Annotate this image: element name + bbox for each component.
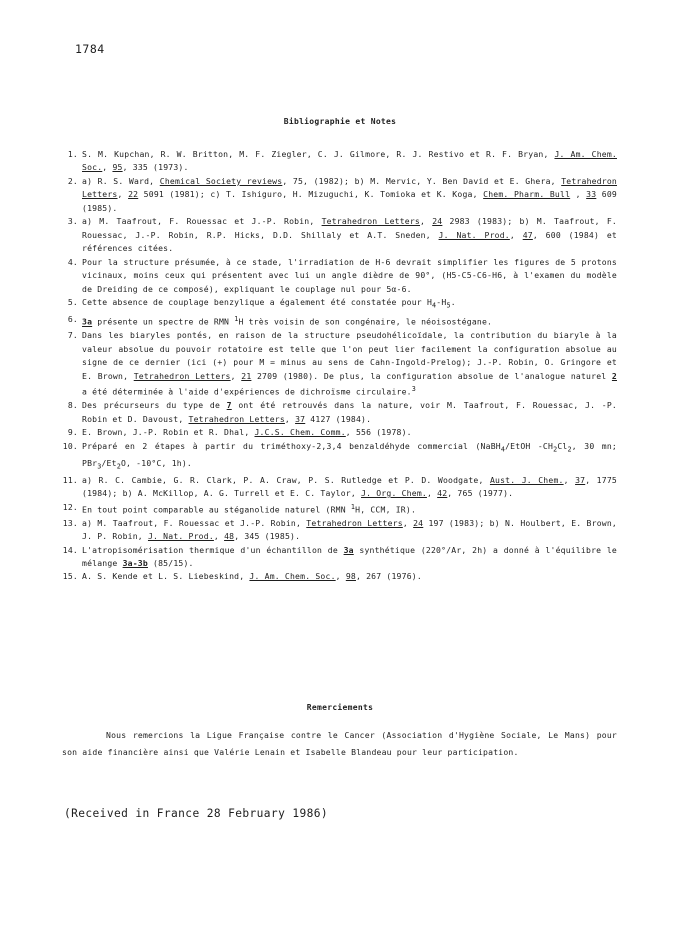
reference-number: 6. bbox=[67, 314, 78, 325]
reference-text: , 345 (1985). bbox=[234, 531, 301, 542]
underlined-citation: 37 bbox=[295, 413, 306, 424]
reference-number: 4. bbox=[67, 256, 78, 267]
underlined-citation: 3a-3b bbox=[122, 558, 148, 569]
reference-text: -H bbox=[436, 296, 447, 307]
reference-text: , bbox=[420, 216, 433, 227]
underlined-citation: J. Nat. Prod. bbox=[438, 229, 510, 240]
reference-text: , 556 (1978). bbox=[345, 427, 412, 438]
underlined-citation: J. Nat. Prod. bbox=[147, 531, 214, 542]
underlined-citation: 33 bbox=[586, 189, 597, 200]
reference-text: Cette absence de couplage benzylique a également été constatée pour H bbox=[82, 296, 433, 307]
underlined-citation: 48 bbox=[224, 531, 235, 542]
reference-text: a) R. S. Ward, bbox=[82, 175, 160, 186]
reference-text: , 75, (1982); b) M. Mervic, Y. Ben David et E. Ghera, bbox=[282, 175, 562, 186]
underlined-citation: 7 bbox=[226, 400, 232, 411]
reference-text: , bbox=[402, 517, 414, 528]
reference-text: Cl bbox=[557, 440, 568, 451]
subscript: 3 bbox=[97, 462, 102, 471]
bibliography-heading: Bibliographie et Notes bbox=[283, 117, 397, 126]
acknowledgements-paragraph: Nous remercions la Ligue Française contre le Cancer (Association d'Hygiène Sociale, Le Mans) pour son aide financière ainsi que Valérie Lenain et Isabelle Blandeau pour leur participation. bbox=[62, 730, 617, 757]
underlined-citation: J. Am. Chem. Soc. bbox=[82, 149, 617, 173]
reference-text: , 1775 (1984); b) A. McKillop, A. G. Turrell et E. C. Taylor, bbox=[82, 474, 617, 499]
reference-text: Pour la structure présumée, à ce stade, l'irradiation de H-6 devrait simplifier les figures de 5 protons vicinaux, moins ceux qui présentent avec lui un angle dièdre de 90°, (H5-C5-C6-H6, à l'examen du modèle de Dreiding de ce composé), expliquant le couplage nul pour 5α-6. bbox=[82, 256, 617, 294]
subscript: 4 bbox=[432, 301, 437, 310]
reference-item bbox=[62, 329, 617, 399]
reference-text: , 30 mn; PBr bbox=[82, 440, 617, 468]
reference-text: , bbox=[426, 488, 438, 499]
reference-text: a) M. Taafrout, F. Rouessac et J.-P. Robin, bbox=[82, 216, 322, 227]
reference-text: , bbox=[563, 474, 576, 485]
reference-item bbox=[62, 474, 617, 501]
underlined-citation: J.C.S. Chem. Comm. bbox=[254, 427, 346, 438]
reference-text: . bbox=[450, 296, 456, 307]
reference-text: (85/15). bbox=[147, 558, 194, 569]
reference-number: 14. bbox=[62, 544, 78, 555]
reference-text: , 600 (1984) et références citées. bbox=[82, 229, 617, 254]
reference-text: 609 (1985). bbox=[82, 189, 617, 213]
reference-number: 12. bbox=[62, 501, 78, 512]
reference-text: , 335 (1973). bbox=[122, 162, 189, 173]
reference-item bbox=[62, 296, 617, 313]
underlined-citation: Tetrahedron Letters bbox=[82, 175, 618, 200]
underlined-citation: 95 bbox=[112, 162, 123, 173]
reference-text: , 267 (1976). bbox=[355, 571, 422, 582]
underlined-citation: J. Am. Chem. Soc. bbox=[249, 571, 336, 582]
subscript: 5 bbox=[446, 301, 451, 310]
reference-number: 3. bbox=[67, 216, 78, 227]
underlined-citation: 47 bbox=[522, 229, 533, 240]
reference-text: Préparé en 2 étapes à partir du triméthoxy-2,3,4 benzaldéhyde commercial (NaBH bbox=[82, 440, 501, 451]
superscript: 3 bbox=[411, 385, 417, 393]
reference-item bbox=[62, 426, 617, 439]
underlined-citation: Chemical Society reviews bbox=[159, 175, 283, 186]
reference-text: H, CCM, IR). bbox=[355, 504, 417, 515]
reference-text: , bbox=[102, 162, 113, 173]
reference-text: a) R. C. Cambie, G. R. Clark, P. A. Craw, P. S. Rutledge et P. D. Woodgate, bbox=[82, 474, 490, 485]
reference-text: O, -10°C, 1h). bbox=[120, 457, 192, 468]
subscript: 4 bbox=[500, 445, 506, 454]
reference-number: 1. bbox=[67, 149, 78, 159]
reference-text: H très voisin de son congénaire, le néoisostégane. bbox=[238, 316, 493, 327]
underlined-citation: Tetrahedron Letters bbox=[321, 216, 421, 227]
reference-item bbox=[62, 399, 617, 426]
reference-item bbox=[62, 517, 617, 544]
reference-text: 2983 (1983); b) M. Taafrout, F. Rouessac, J.-P. Robin, R.P. Hicks, D.D. Shillaly et A.T. Sneden, bbox=[82, 216, 617, 240]
reference-number: 9. bbox=[67, 427, 78, 438]
reference-text: , bbox=[284, 413, 296, 424]
underlined-citation: 24 bbox=[432, 216, 443, 227]
underlined-citation: J. Org. Chem. bbox=[361, 488, 427, 499]
underlined-citation: 3a bbox=[343, 544, 354, 555]
reference-text: Des précurseurs du type de bbox=[82, 400, 227, 411]
reference-text: A. S. Kende et L. S. Liebeskind, bbox=[82, 571, 250, 582]
underlined-citation: 37 bbox=[575, 474, 586, 485]
reference-number: 15. bbox=[62, 571, 78, 582]
reference-text: /Et bbox=[101, 457, 117, 468]
reference-text: , bbox=[230, 370, 242, 381]
underlined-citation: 3a bbox=[82, 316, 93, 327]
reference-item bbox=[62, 544, 617, 571]
reference-number: 11. bbox=[62, 474, 78, 485]
underlined-citation: 2 bbox=[611, 370, 617, 381]
reference-item bbox=[62, 175, 617, 215]
received-date-line: (Received in France 28 February 1986) bbox=[64, 807, 329, 820]
reference-number: 8. bbox=[67, 400, 78, 411]
reference-text: /EtOH -CH bbox=[505, 440, 554, 451]
reference-text: a été déterminée à l'aide d'expériences de dichroïsme circulaire. bbox=[82, 386, 412, 397]
reference-number: 7. bbox=[67, 330, 78, 341]
reference-item bbox=[62, 148, 617, 175]
subscript: 2 bbox=[553, 445, 558, 454]
reference-item bbox=[62, 256, 617, 296]
acknowledgements-heading: Remerciements bbox=[306, 703, 374, 712]
reference-item bbox=[62, 215, 617, 255]
reference-item bbox=[62, 313, 617, 329]
reference-number: 2. bbox=[67, 175, 78, 186]
reference-text: , bbox=[335, 571, 346, 582]
subscript: 2 bbox=[116, 462, 121, 471]
reference-number: 5. bbox=[67, 296, 78, 307]
reference-item bbox=[62, 440, 617, 474]
underlined-citation: 22 bbox=[128, 189, 139, 200]
reference-text: 5091 (1981); c) T. Ishiguro, H. Mizuguchi, K. Tomioka et K. Koga, bbox=[138, 189, 484, 200]
underlined-citation: 42 bbox=[437, 488, 448, 499]
reference-text: présente un spectre de RMN bbox=[92, 316, 235, 327]
page-number: 1784 bbox=[75, 42, 105, 56]
reference-text: S. M. Kupchan, R. W. Britton, M. F. Ziegler, C. J. Gilmore, R. J. Restivo et R. F. Bryan, bbox=[82, 149, 555, 159]
reference-number: 13. bbox=[62, 517, 78, 528]
underlined-citation: Tetrahedron Letters bbox=[306, 517, 403, 528]
underlined-citation: Chem. Pharm. Bull bbox=[483, 189, 571, 200]
reference-text: a) M. Taafrout, F. Rouessac et J.-P. Robin, bbox=[82, 517, 307, 528]
reference-text: ont été retrouvés dans la nature, voir M. Taafrout, F. Rouessac, J. -P. Robin et D. Davoust, bbox=[82, 400, 618, 424]
underlined-citation: 24 bbox=[413, 517, 424, 528]
underlined-citation: 21 bbox=[241, 370, 252, 381]
reference-list bbox=[62, 148, 617, 584]
underlined-citation: Aust. J. Chem. bbox=[489, 474, 564, 485]
reference-item bbox=[62, 570, 617, 583]
reference-text: 2709 (1980). De plus, la configuration absolue de l'analogue naturel bbox=[251, 370, 612, 381]
reference-text: synthétique (220°/Ar, 2h) a donné à l'équilibre le mélange bbox=[82, 544, 618, 569]
reference-text: Dans les biaryles pontés, en raison de la structure pseudohélicoïdale, la contribution du biaryle à la valeur absolue du pouvoir rotatoire est telle que l'on peut lier facilement la configuration absolue au signe de ce dernier (ici (+) pour M = minus au sens de Cahn-Ingold-Prelog); J.-P. Robin, O. Gringore et E. Brown, bbox=[82, 330, 617, 381]
reference-text: , bbox=[509, 229, 523, 240]
reference-text: E. Brown, J.-P. Robin et R. Dhal, bbox=[82, 427, 255, 438]
reference-text: En tout point comparable au stéganolide naturel (RMN bbox=[82, 504, 351, 515]
reference-text: , bbox=[570, 189, 587, 200]
reference-text: , bbox=[213, 531, 225, 542]
reference-text: 197 (1983); b) N. Houlbert, E. Brown, J. P. Robin, bbox=[82, 517, 617, 542]
reference-item bbox=[62, 501, 617, 517]
underlined-citation: Tetrahedron Letters bbox=[133, 370, 231, 381]
subscript: 2 bbox=[567, 445, 572, 454]
reference-text: , 765 (1977). bbox=[447, 488, 514, 499]
superscript: 1 bbox=[234, 315, 239, 324]
reference-text: L'atropisomérisation thermique d'un échantillon de bbox=[82, 544, 344, 555]
superscript: 1 bbox=[350, 502, 356, 511]
reference-number: 10. bbox=[62, 440, 78, 451]
reference-text: 4127 (1984). bbox=[305, 413, 372, 424]
underlined-citation: Tetrahedron Letters bbox=[188, 413, 285, 424]
reference-text: , bbox=[117, 189, 129, 200]
underlined-citation: 98 bbox=[345, 571, 356, 582]
